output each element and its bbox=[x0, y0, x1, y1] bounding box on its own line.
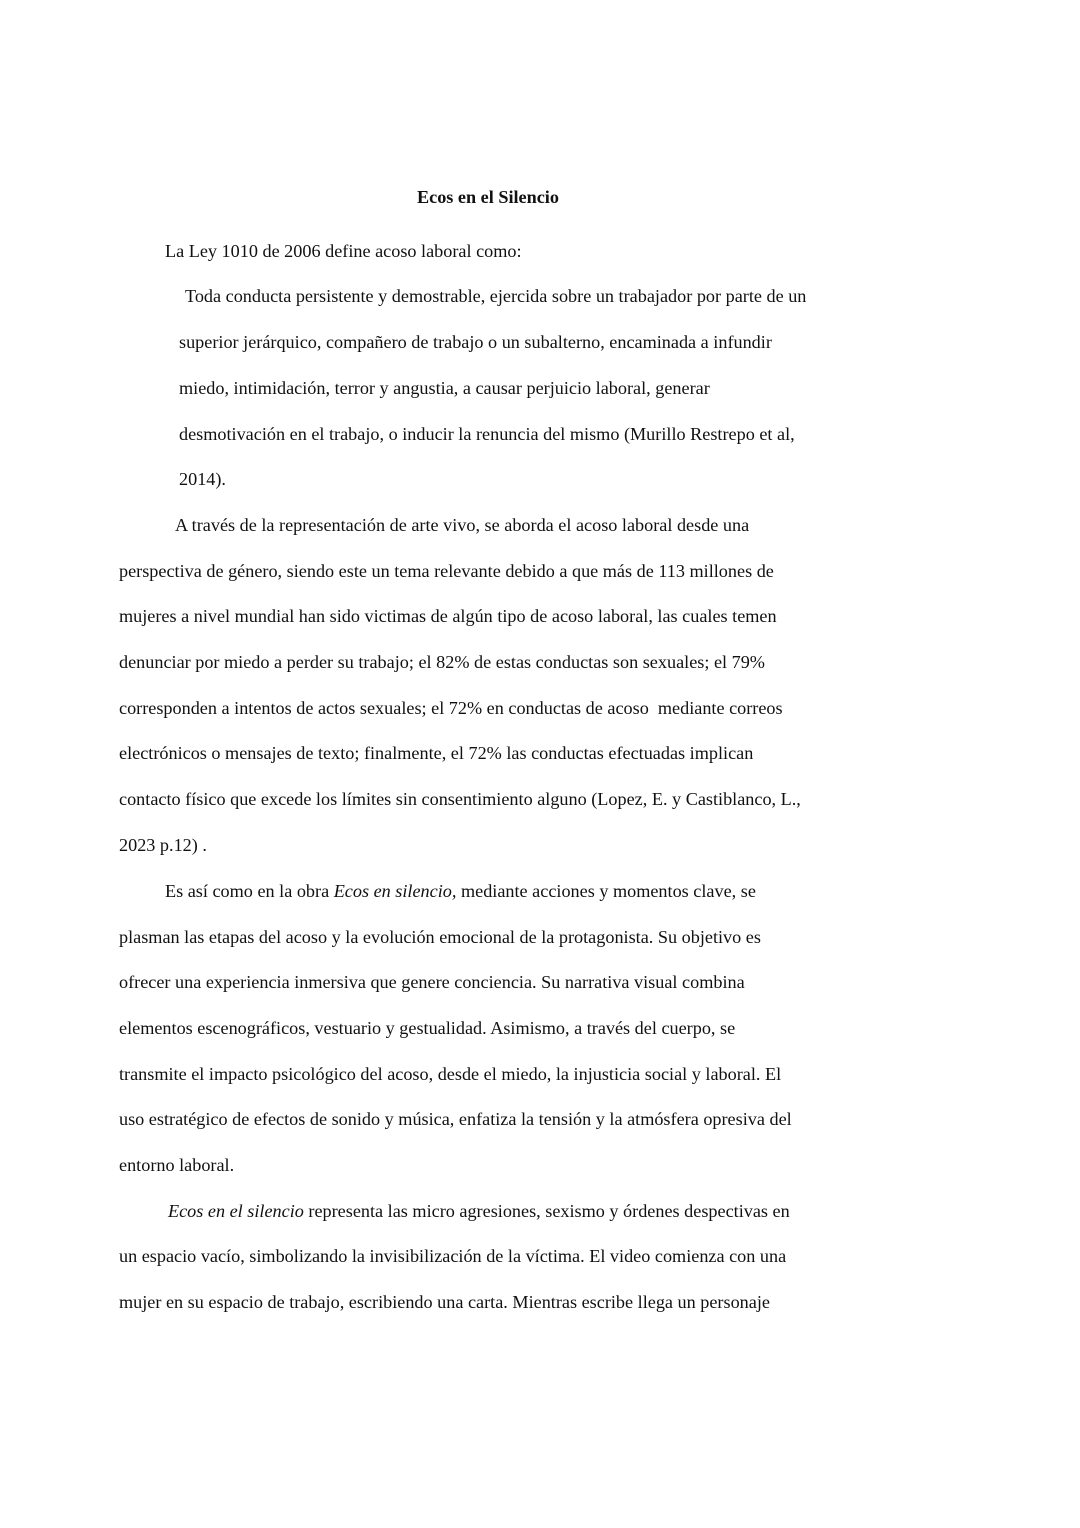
paragraph-first-line bbox=[168, 1200, 790, 1222]
paragraph-line: uso estratégico de efectos de sonido y música, enfatiza la tensión y la atmósfera opresiva del bbox=[119, 1109, 792, 1129]
paragraph-line: elementos escenográficos, vestuario y gestualidad. Asimismo, a través del cuerpo, se bbox=[119, 1018, 736, 1038]
paragraph-line: 2023 p.12) . bbox=[119, 835, 207, 855]
text-run: mediante acciones y momentos clave, se bbox=[456, 881, 756, 901]
paragraph-line: un espacio vacío, simbolizando la invisibilización de la víctima. El video comienza con una bbox=[119, 1246, 787, 1266]
intro-line: La Ley 1010 de 2006 define acoso laboral como: bbox=[165, 241, 522, 261]
quote-line: superior jerárquico, compañero de trabajo o un subalterno, encaminada a infundir bbox=[179, 332, 772, 352]
text-run: representa las micro agresiones, sexismo y órdenes despectivas en bbox=[303, 1201, 790, 1221]
paragraph-line: entorno laboral. bbox=[119, 1155, 235, 1175]
text-run: Es así como en la obra bbox=[165, 881, 334, 901]
paragraph-line: transmite el impacto psicológico del acoso, desde el miedo, la injusticia social y laboral. El bbox=[119, 1064, 782, 1084]
paragraph-line: electrónicos o mensajes de texto; finalmente, el 72% las conductas efectuadas implican bbox=[119, 743, 754, 763]
quote-line: desmotivación en el trabajo, o inducir la renuncia del mismo (Murillo Restrepo et al, bbox=[179, 424, 795, 444]
work-title-italic: Ecos en silencio, bbox=[333, 881, 457, 901]
paragraph-first-line bbox=[165, 880, 756, 902]
quote-line: Toda conducta persistente y demostrable, ejercida sobre un trabajador por parte de un bbox=[185, 286, 807, 306]
paragraph-line: denunciar por miedo a perder su trabajo; el 82% de estas conductas son sexuales; el 79% bbox=[119, 652, 765, 672]
paragraph-line: mujeres a nivel mundial han sido victimas de algún tipo de acoso laboral, las cuales temen bbox=[119, 606, 777, 626]
paragraph-line: perspectiva de género, siendo este un tema relevante debido a que más de 113 millones de bbox=[119, 561, 774, 581]
paragraph-line: plasman las etapas del acoso y la evolución emocional de la protagonista. Su objetivo es bbox=[119, 927, 761, 947]
quote-line: miedo, intimidación, terror y angustia, a causar perjuicio laboral, generar bbox=[179, 378, 710, 398]
paragraph-line: ofrecer una experiencia inmersiva que genere conciencia. Su narrativa visual combina bbox=[119, 972, 745, 992]
paragraph-line: corresponden a intentos de actos sexuales; el 72% en conductas de acoso mediante correos bbox=[119, 698, 783, 718]
work-title-italic: Ecos en el silencio bbox=[168, 1201, 304, 1221]
paragraph-line: mujer en su espacio de trabajo, escribiendo una carta. Mientras escribe llega un personaje bbox=[119, 1292, 770, 1312]
paragraph-line: contacto físico que excede los límites sin consentimiento alguno (Lopez, E. y Castiblanco, L., bbox=[119, 789, 801, 809]
paragraph-line: A través de la representación de arte vivo, se aborda el acoso laboral desde una bbox=[175, 515, 750, 535]
quote-line: 2014). bbox=[179, 469, 226, 489]
document-title: Ecos en el Silencio bbox=[417, 187, 559, 207]
